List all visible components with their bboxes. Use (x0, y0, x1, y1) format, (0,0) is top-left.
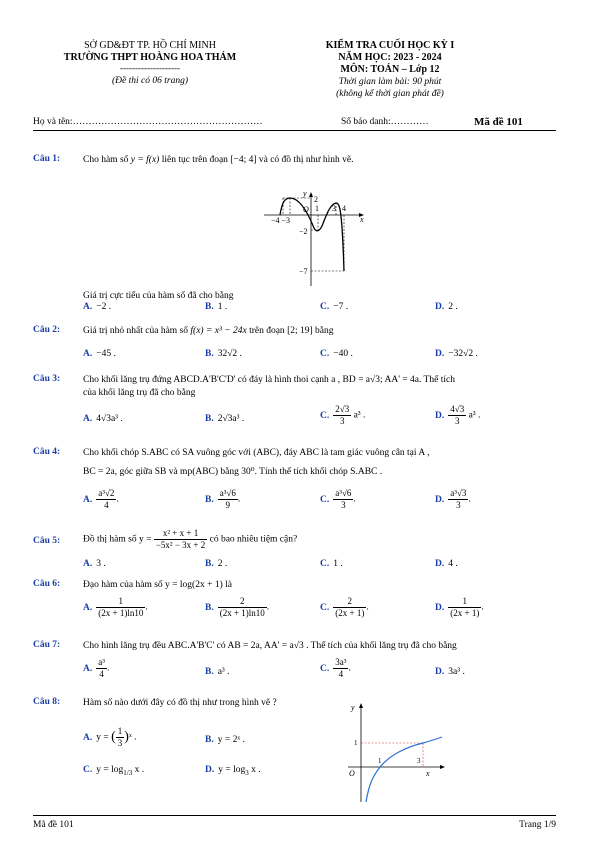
header-dashes: -------------------- (120, 63, 180, 73)
question-5-option-d[interactable]: D. 4 . (435, 559, 458, 569)
question-6-option-c[interactable]: C. $\frac{2}{(2x + 1)}$ . (320, 596, 369, 618)
question-3-line-2: của khối lăng trụ đã cho bằng (83, 388, 196, 398)
question-5-text: Đồ thị hàm số y = $\frac{\text{x² + x + 1}}{\text{−5x² − 3x + 2}}$ có bao nhiêu tiệm cận? (83, 528, 298, 550)
svg-text:x: x (360, 215, 364, 224)
page-number: Trang 1/9 (519, 820, 556, 830)
time-limit: Thời gian làm bài: 90 phút (338, 77, 442, 87)
svg-text:y: y (351, 703, 355, 712)
question-8-text: Hàm số nào dưới đây có đồ thị như trong hình vẽ ? (83, 698, 277, 708)
student-id-field: Số báo danh:………… (341, 117, 429, 127)
department-name: SỞ GD&ĐT TP. HỒ CHÍ MINH (84, 40, 216, 51)
school-year: NĂM HỌC: 2023 - 2024 (338, 52, 442, 63)
question-1-graph (258, 190, 370, 288)
question-4-option-d[interactable]: D. $\frac{\text{a³√3}}{3}$ . (435, 488, 471, 510)
question-3-label: Câu 3: (33, 374, 61, 384)
question-1-label: Câu 1: (33, 154, 61, 164)
question-4-line-2: BC = 2a, góc giữa SB và mp(ABC) bằng 30⁰. Tính thể tích khối chóp S.ABC . (83, 467, 383, 477)
svg-text:3: 3 (332, 204, 336, 213)
question-5-label: Câu 5: (33, 536, 61, 546)
question-3-option-d[interactable]: D. $\frac{4√3}{3}$ a³ . (435, 404, 481, 426)
svg-text:O: O (349, 769, 355, 778)
question-8-option-c[interactable]: C. $y = \log_{1/3} x$ . (83, 765, 145, 777)
question-1-option-b[interactable]: B. 1 . (205, 302, 228, 312)
question-7-option-b[interactable]: B. a³ . (205, 667, 230, 677)
svg-text:3: 3 (417, 757, 421, 765)
question-6-text: Đạo hàm của hàm số y = log(2x + 1) là (83, 580, 232, 590)
svg-text:x: x (426, 769, 430, 778)
question-4-option-c[interactable]: C. $\frac{\text{a³√6}}{3}$ . (320, 488, 356, 510)
name-field: Họ và tên:…………………………………………………… (33, 117, 263, 127)
svg-text:1: 1 (315, 204, 319, 213)
svg-text:−7: −7 (299, 267, 308, 276)
question-1-text: Cho hàm số y = f(x) liên tục trên đoạn [−4; 4] và có đồ thị như hình vẽ. (83, 155, 354, 165)
question-5-option-b[interactable]: B. 2 . (205, 559, 228, 569)
footer-divider (33, 815, 556, 816)
question-2-label: Câu 2: (33, 325, 61, 335)
question-3-option-a[interactable]: A. 4√3a³ . (83, 414, 123, 424)
svg-text:1: 1 (354, 739, 358, 747)
question-2-option-b[interactable]: B. 32√2 . (205, 349, 242, 359)
exam-code: Mã đề 101 (474, 116, 523, 128)
question-6-option-a[interactable]: A. $\frac{1}{(2x + 1)\ln 10}$ . (83, 596, 148, 618)
question-3-option-c[interactable]: C. $\frac{2√3}{3}$ a³ . (320, 404, 366, 426)
question-3-line-1: Cho khối lăng trụ đứng ABCD.A'B'C'D' có đáy là hình thoi cạnh a , BD = a√3; AA' = 4a. Thể tích (83, 375, 455, 385)
question-1-option-c[interactable]: C. −7 . (320, 302, 349, 312)
question-2-option-c[interactable]: C. −40 . (320, 349, 353, 359)
question-3-option-b[interactable]: B. 2√3a³ . (205, 414, 245, 424)
subject: MÔN: TOÁN – Lớp 12 (340, 64, 440, 75)
question-6-option-b[interactable]: B. $\frac{2}{(2x + 1)\ln 10}$ . (205, 596, 270, 618)
question-2-option-a[interactable]: A. −45 . (83, 349, 116, 359)
question-7-text: Cho hình lăng trụ đều ABC.A'B'C' có AB = 2a, AA' = a√3 . Thể tích của khối lăng trụ đã cho bằng (83, 641, 457, 651)
svg-text:−4 −3: −4 −3 (271, 216, 291, 225)
svg-text:−2: −2 (299, 227, 308, 236)
question-4-label: Câu 4: (33, 447, 61, 457)
time-note: (không kể thời gian phát đề) (336, 89, 444, 99)
question-7-label: Câu 7: (33, 640, 61, 650)
question-6-label: Câu 6: (33, 579, 61, 589)
question-7-option-c[interactable]: C. $\frac{\text{3a³}}{4}$ . (320, 657, 351, 679)
svg-text:2: 2 (314, 195, 318, 204)
question-4-line-1: Cho khối chóp S.ABC có SA vuông góc với (ABC), đáy ABC là tam giác vuông cân tại A , (83, 448, 430, 458)
question-8-option-a[interactable]: A. y = ( $\frac{1}{3}$ )ˣ . (83, 726, 137, 748)
svg-text:4: 4 (342, 204, 346, 213)
svg-text:y: y (303, 190, 307, 198)
exam-title: KIỂM TRA CUỐI HỌC KỲ I (325, 40, 455, 51)
question-4-option-a[interactable]: A. $\frac{\text{a³√2}}{4}$ . (83, 488, 119, 510)
question-4-option-b[interactable]: B. $\frac{\text{a³√6}}{9}$ . (205, 488, 241, 510)
header-divider (33, 130, 556, 131)
svg-text:1: 1 (378, 757, 382, 765)
question-1-option-d[interactable]: D. 2 . (435, 302, 458, 312)
school-name: TRƯỜNG THPT HOÀNG HOA THÁM (63, 52, 237, 63)
question-5-option-c[interactable]: C. 1 . (320, 559, 343, 569)
svg-text:O: O (303, 205, 309, 214)
question-2-text: Giá trị nhỏ nhất của hàm số f(x) = x³ − 24x trên đoạn [2; 19] bằng (83, 326, 334, 336)
question-1-option-a[interactable]: A. −2 . (83, 302, 112, 312)
footer-exam-code: Mã đề 101 (33, 820, 74, 830)
question-7-option-d[interactable]: D. 3a³ . (435, 667, 465, 677)
question-8-label: Câu 8: (33, 697, 61, 707)
question-2-option-d[interactable]: D. −32√2 . (435, 349, 478, 359)
question-7-option-a[interactable]: A. $\frac{\text{a³}}{4}$ . (83, 657, 110, 679)
question-1-prompt: Giá trị cực tiểu của hàm số đã cho bằng (83, 291, 234, 301)
question-8-graph (338, 700, 450, 804)
pages-note: (Đề thi có 06 trang) (112, 76, 188, 86)
question-6-option-d[interactable]: D. $\frac{1}{(2x + 1)}$ . (435, 596, 484, 618)
question-8-option-b[interactable]: B. y = 2ˣ . (205, 735, 245, 745)
question-8-option-d[interactable]: D. $y = \log_3 x$ . (205, 765, 261, 777)
question-5-option-a[interactable]: A. 3 . (83, 559, 106, 569)
